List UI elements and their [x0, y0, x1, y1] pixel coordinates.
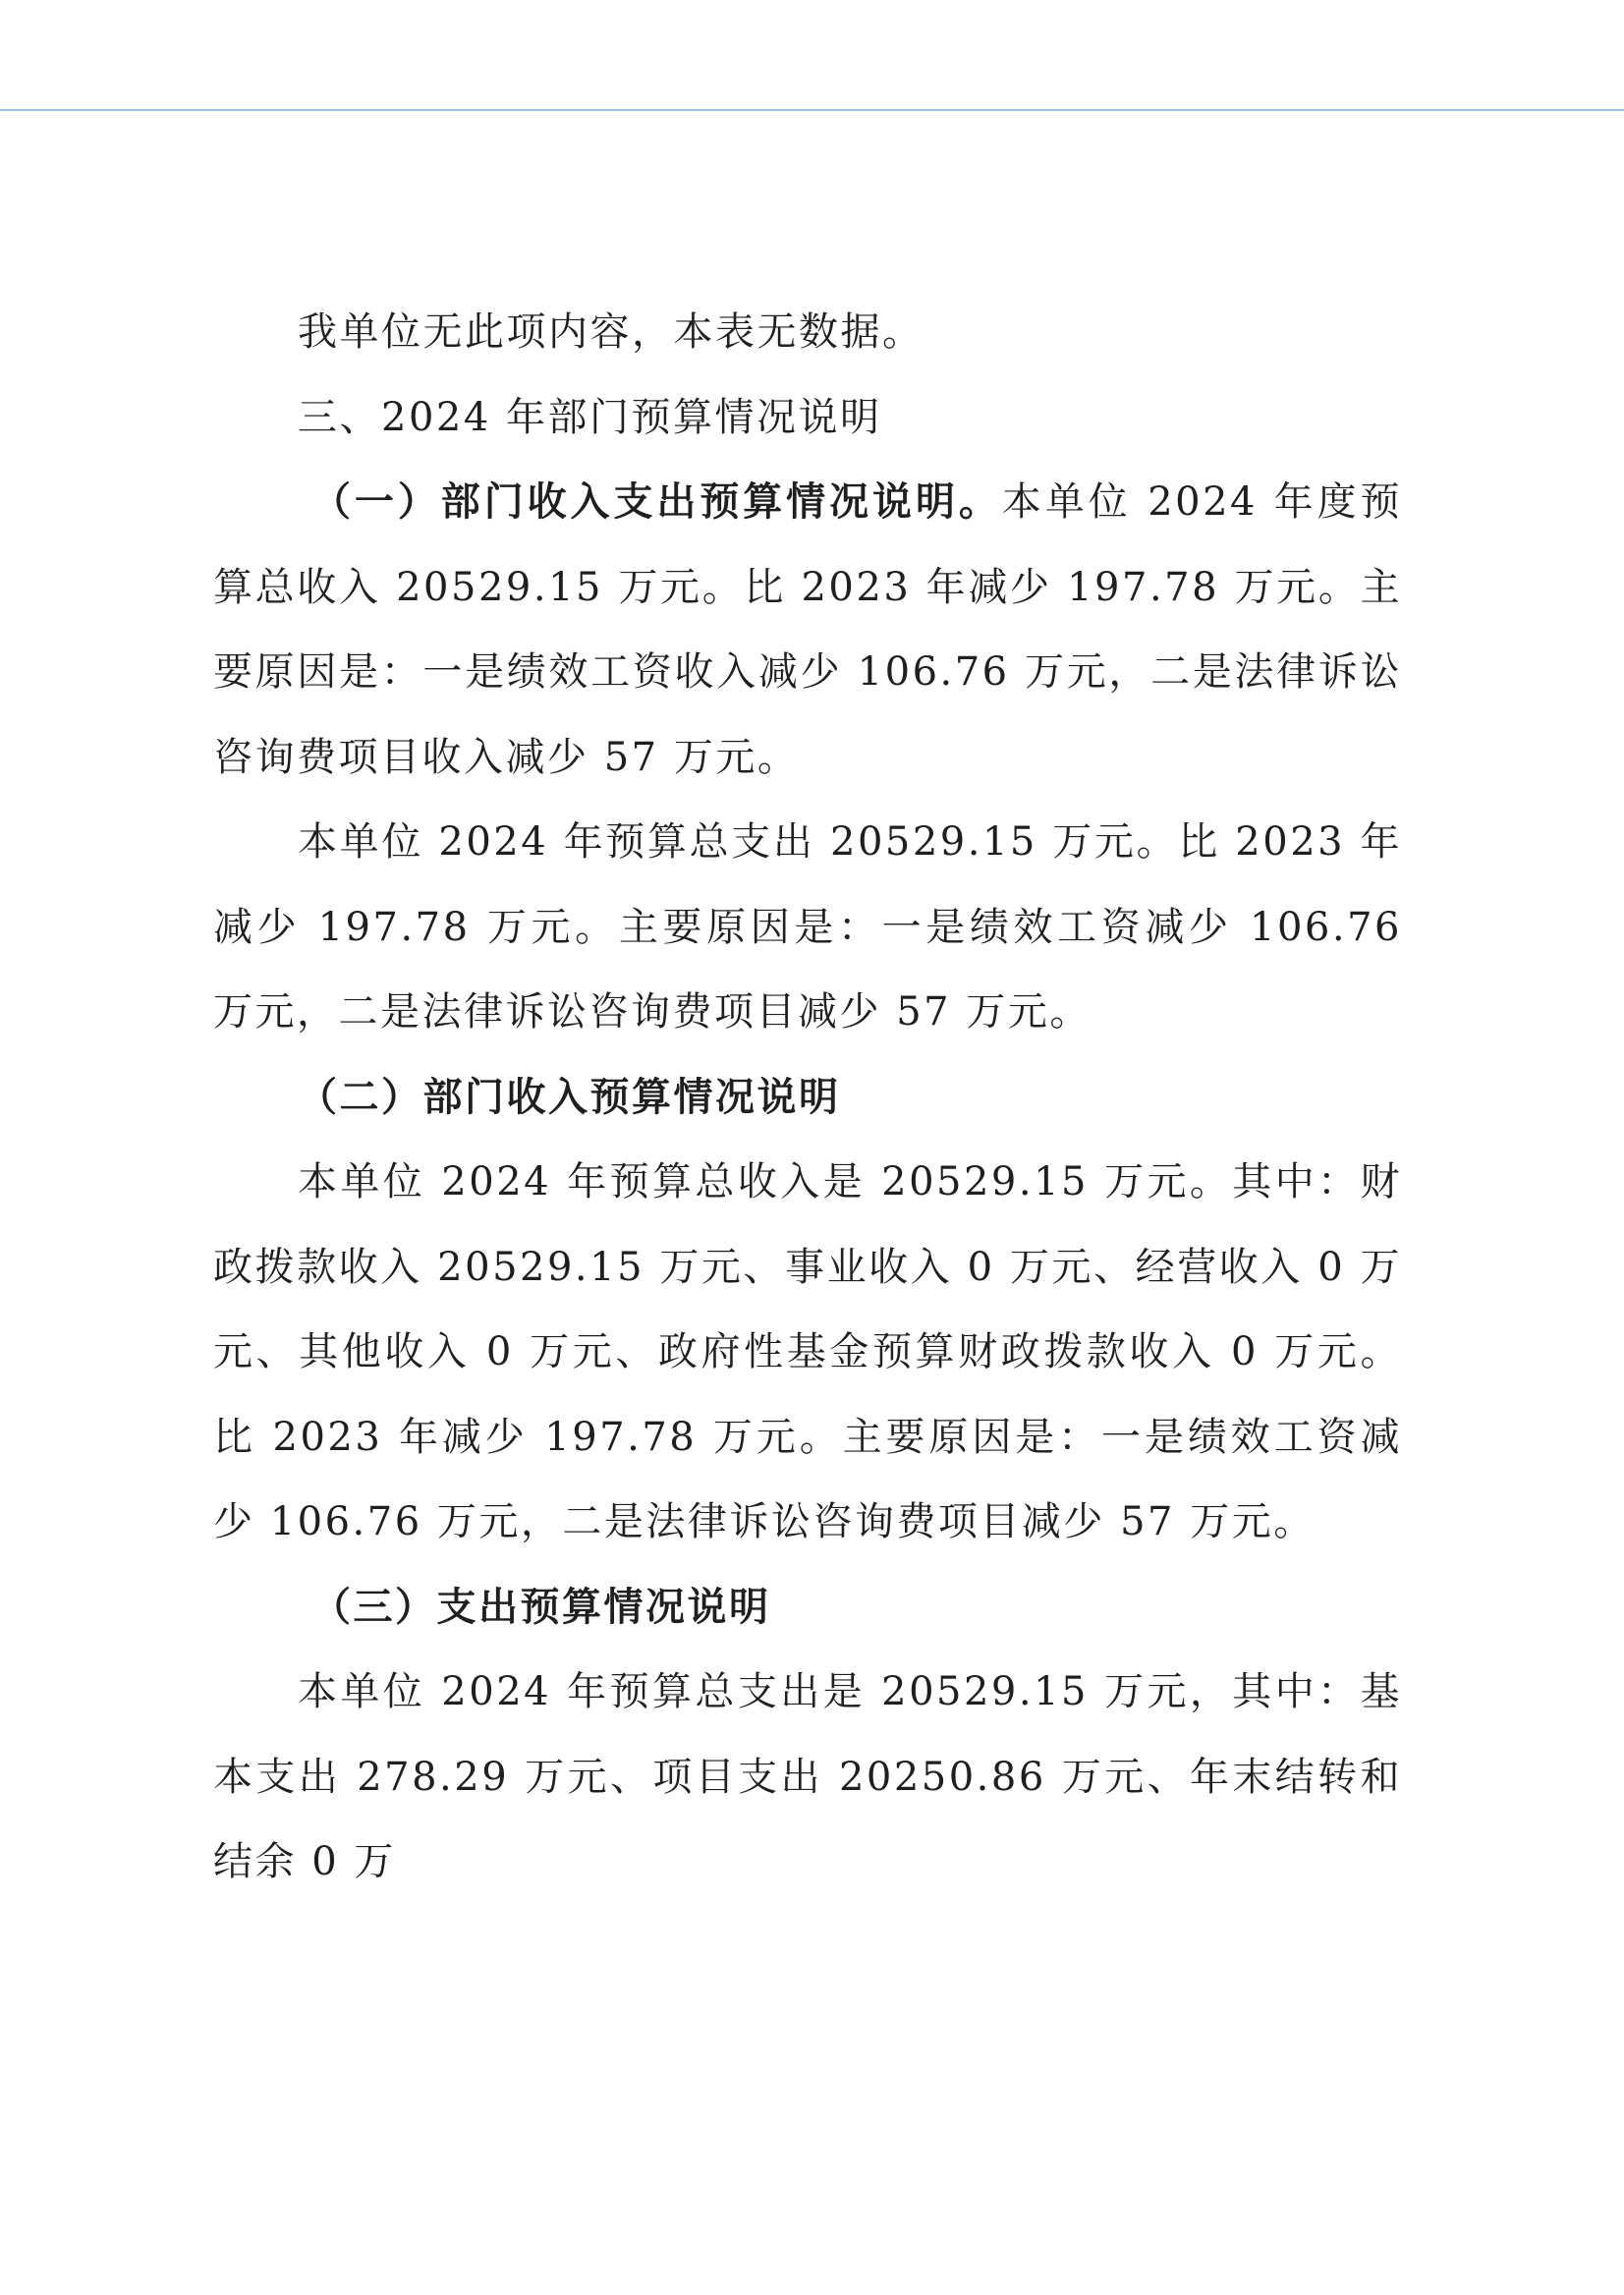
header-rule [0, 109, 1624, 111]
no-data-note: 我单位无此项内容，本表无数据。 [298, 309, 924, 355]
subsection-1-title: （一）部门收入支出预算情况说明。 [311, 478, 1002, 525]
subsection-1-expense-paragraph: 本单位 2024 年预算总支出 20529.15 万元。比 2023 年减少 197.78 万元。主要原因是：一是绩效工资减少 106.76 万元，二是法律诉讼咨询费项目减少 57 万元。 [213, 819, 1402, 1035]
subsection-3-paragraph: 本单位 2024 年预算总支出是 20529.15 万元，其中：基本支出 278.29 万元、项目支出 20250.86 万元、年末结转和结余 0 万 [213, 1669, 1402, 1884]
document-body [213, 290, 1402, 1905]
subsection-3-title: （三）支出预算情况说明 [311, 1583, 771, 1630]
subsection-1-text: 本单位 2024 年度预算总收入 20529.15 万元。比 2023 年减少 197.78 万元。主要原因是：一是绩效工资收入减少 106.76 万元，二是法律诉讼咨询费项目收入减少 57 万元。 [213, 479, 1402, 780]
subsection-1-paragraph [213, 460, 1402, 800]
subsection-2-paragraph: 本单位 2024 年预算总收入是 20529.15 万元。其中：财政拨款收入 20529.15 万元、事业收入 0 万元、经营收入 0 万元、其他收入 0 万元、政府性基金预算财政拨款收入 0 万元。比 2023 年减少 197.78 万元。主要原因是：一是绩效工资减少 106.76 万元，二是法律诉讼咨询费项目减少 57 万元。 [213, 1159, 1402, 1544]
subsection-2-title: （二）部门收入预算情况说明 [298, 1073, 841, 1120]
section-3-title: 三、2024 年部门预算情况说明 [298, 394, 882, 440]
